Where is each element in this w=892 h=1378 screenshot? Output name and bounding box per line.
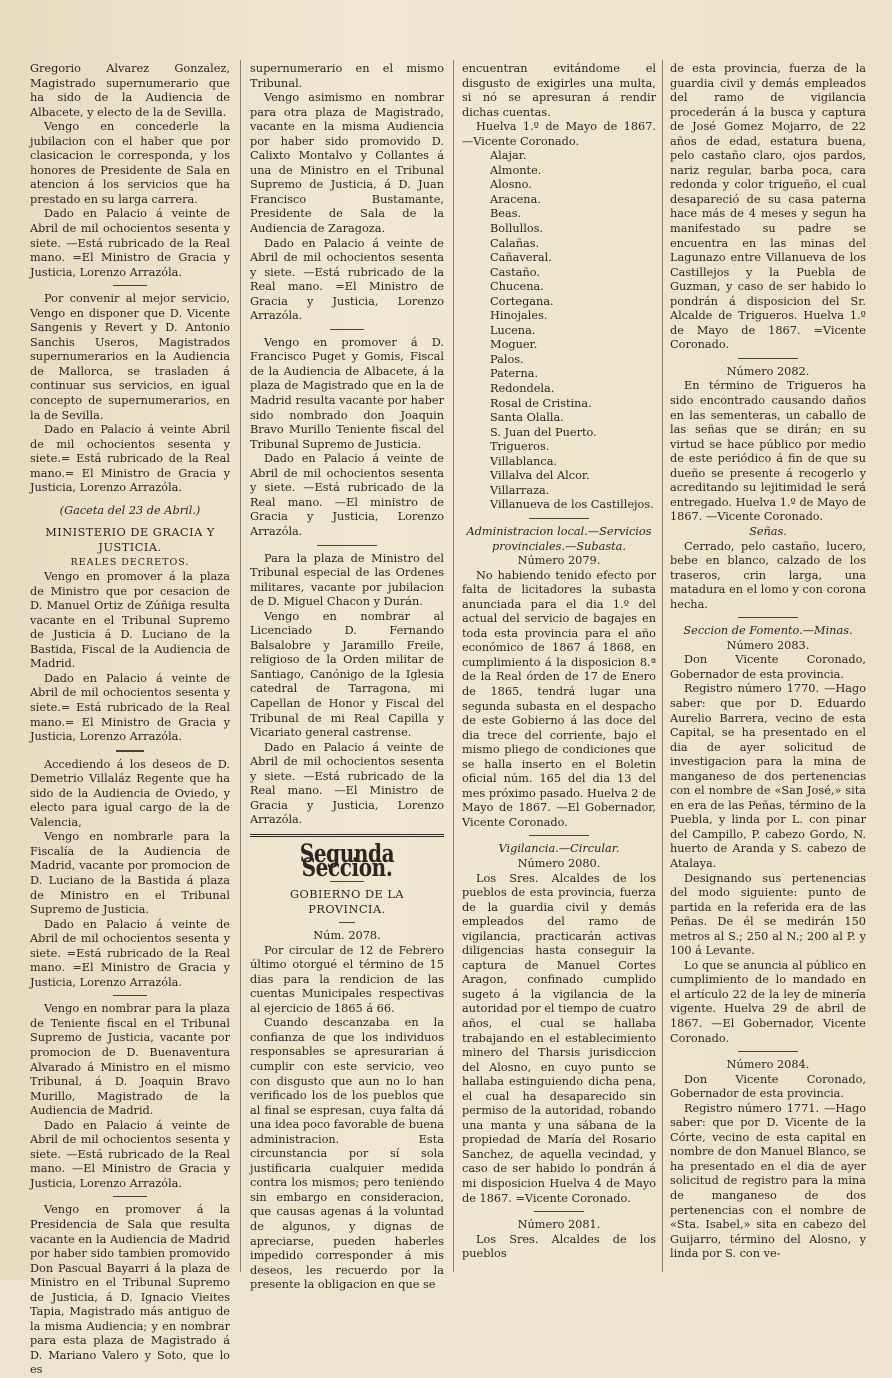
separator: [113, 995, 147, 996]
paragraph: encuentran evitándome el disgusto de exigirles una multa, si nó se apresuran á rendir dichas cuentas.: [462, 62, 656, 119]
paragraph: Los Sres. Alcaldes de los pueblos de esta provincia, fuerza de la guardia civil y demás empleados del ramo de vigilancia, practicarán activas diligencias hasta conseguir la captura de Manuel Cortes Aragon, confinado cumplido sugeto á la vigilancia de la autoridad por el tiempo de cuatro años, el cual se hallaba trabajando en el establecimiento minero del Tharsis jurisdiccion del Alosno, en cuyo punto se hallaba estinguiendo dicha pena, el cual ha desaparecido sin permiso de la autoridad, robando una manta y una sábana de la propiedad de María del Rosario Sanchez, de aquella vecindad, y caso de ser habido lo pondrán á mi disposicion Huelva 4 de Mayo de 1867. =Vicente Coronado.: [462, 871, 656, 1205]
list-item: Moguer.: [490, 338, 538, 352]
section-heading: Administracion local.—Servicios provinciales.—Subasta.: [466, 524, 652, 553]
sub-heading: Señas.: [749, 524, 787, 538]
column-4: [670, 62, 866, 1272]
separator: [116, 750, 144, 752]
separator: [738, 617, 798, 618]
paragraph: Dado en Palacio á veinte de Abril de mil ochocientos sesenta y siete. —Está rubricado de la Real mano. =El Ministro de Gracia y Justicia, Lorenzo Arrazóla.: [30, 207, 230, 279]
paragraph: Vengo en nombrarle para la Fiscalía de la Audiencia de Madrid, vacante por promocion de D. Luciano de la Bastida á plaza de Ministro en el Tribunal Supremo de Justicia.: [30, 830, 230, 917]
paragraph: Don Vicente Coronado, Gobernador de esta provincia.: [670, 1072, 866, 1101]
list-item: Alajar.: [490, 149, 527, 163]
list-item: Trigueros.: [490, 440, 550, 454]
paragraph: No habiendo tenido efecto por falta de licitadores la subasta anunciada para el dia 1.º del actual del servicio de bagajes en toda esta provincia para el año económico de 1867 á 1868, en cumplimiento á la disposicion 8.ª de la Real órden de 17 de Enero de 1865, tendrá lugar una segunda subasta en el despacho de este Gobierno á las doce del dia trece del corriente, bajo el mismo pliego de condiciones que se halla inserto en el Boletin oficial núm. 165 del dia 13 del mes próximo pasado. Huelva 2 de Mayo de 1867. —El Gobernador, Vicente Coronado.: [462, 568, 656, 829]
column-rule: [240, 60, 241, 1272]
paragraph: Registro número 1771. —Hago saber: que por D. Vicente de la Córte, vecino de esta capital en nombre de don Manuel Blanco, se ha presentado en el dia de ayer solicitud de registro para la mina de manganeso de dos pertenencias con el nombre de «Sta. Isabel,» sita en cabezo del Guijarro, término del Alosno, y linda por S. con ve-: [670, 1101, 866, 1261]
list-item: Rosal de Cristina.: [490, 396, 592, 410]
separator: [529, 835, 589, 836]
paragraph: Dado en Palacio á veinte de Abril de mil ochocientos sesenta y siete.= Está rubricado de la Real mano.= El Ministro de Gracia y Justicia, Lorenzo Arrazóla.: [30, 671, 230, 744]
list-item: Bollullos.: [490, 222, 544, 236]
separator: [738, 1051, 798, 1052]
paragraph: Vengo en promover á la Presidencia de Sala que resulta vacante en la Audiencia de Madrid por haber sido tambien promovido Don Pascual Bayarri á la plaza de Ministro en el Tribunal Supremo de Justicia, á D. Ignacio Vieites Tapia, Magistrado más antiguo de la misma Audiencia; y en nombrar para esta plaza de Magistrado á D. Mariano Valero y Soto, que lo es: [30, 1203, 230, 1377]
list-item: Santa Olalla.: [490, 411, 564, 425]
notice-number: Número 2081.: [517, 1218, 601, 1232]
notice-number: Número 2083.: [726, 638, 810, 652]
separator: [534, 1211, 584, 1212]
list-item: Castaño.: [490, 265, 540, 279]
paragraph: Dado en Palacio á veinte de Abril de mil ochocientos sesenta y siete. =Está rubricado de la Real mano. =El Ministro de Gracia y Justicia, Lorenzo Arrazóla.: [30, 917, 230, 989]
list-item: Almonte.: [490, 163, 542, 177]
column-1: [30, 62, 230, 1377]
list-item: Calañas.: [490, 236, 540, 250]
paragraph: Vengo en promover á D. Francisco Puget y Gomis, Fiscal de la Audiencia de Albacete, á la plaza de Magistrado que en la de Madrid resulta vacante por haber sido nombrado don Joaquin Bravo Murillo Teniente fiscal del Tribunal Supremo de Justicia.: [250, 335, 444, 451]
list-item: Villarraza.: [490, 483, 550, 497]
paragraph: Accediendo á los deseos de D. Demetrio Villaláz Regente que ha sido de la Audiencia de Oviedo, y electo para igual cargo de la de Valencia,: [30, 757, 230, 829]
list-item: S. Juan del Puerto.: [490, 425, 597, 439]
paragraph: Los Sres. Alcaldes de los pueblos: [462, 1232, 656, 1261]
paragraph: Dado en Palacio á veinte Abril de mil ochocientos sesenta y siete.= Está rubricado de la Real mano.= El Ministro de Gracia y Justicia, Lorenzo Arrazóla.: [30, 423, 230, 495]
section-heading: Vigilancia.—Circular.: [498, 842, 620, 856]
list-item: Cañaveral.: [490, 251, 552, 265]
section-heading: Seccion de Fomento.—Minas.: [683, 624, 853, 638]
paragraph: de esta provincia, fuerza de la guardia civil y demás empleados del ramo de vigilancia procederán á la busca y captura de José Gomez Mojarro, de 22 años de edad, estatura buena, pelo castaño claro, ojos pardos, nariz regular, barba poca, cara redonda y color trigueño, el cual desapareció de su casa paterna hace más de 4 meses y segun ha manifestado su padre se encuentra en las minas del Lagunazo entre Villanueva de los Castillejos y la Puebla de Guzman, y caso de ser habido lo pondrán á disposicion del Sr. Alcalde de Trigueros. Huelva 1.º de Mayo de 1867. =Vicente Coronado.: [670, 62, 866, 352]
paragraph: Para la plaza de Ministro del Tribunal especial de las Ordenes militares, vacante por jubilacion de D. Miguel Chacon y Durán.: [250, 551, 444, 609]
paragraph: Dado en Palacio á veinte de Abril de mil ochocientos sesenta y siete. —Está rubricado de la Real mano. —El ministro de Gracia y Justicia, Lorenzo Arrazóla.: [250, 452, 444, 538]
list-item: Villanueva de los Castillejos.: [490, 498, 654, 512]
paragraph: Huelva 1.º de Mayo de 1867. —Vicente Coronado.: [462, 120, 656, 148]
paragraph: Designando sus pertenencias del modo siguiente: punto de partida en la referida era de las Peñas. De él se medirán 150 metros al S.; 250 al N.; 200 al P. y 100 á Levante.: [670, 871, 866, 958]
list-item: Alosno.: [490, 178, 532, 192]
list-item: Villalva del Alcor.: [490, 469, 590, 483]
towns-list: [490, 149, 656, 513]
notice-number: Núm. 2078.: [313, 929, 381, 943]
paragraph: Cerrado, pelo castaño, lucero, bebe en blanco, calzado de los traseros, crin larga, una matadura en el lomo y con corona hecha.: [670, 539, 866, 611]
separator: [738, 358, 798, 359]
separator: [339, 922, 355, 923]
paragraph: Don Vicente Coronado, Gobernador de esta provincia.: [670, 653, 866, 681]
government-heading: GOBIERNO DE LA PROVINCIA.: [289, 887, 405, 916]
list-item: Villablanca.: [490, 454, 558, 468]
separator: [330, 329, 364, 330]
list-item: Lucena.: [490, 323, 536, 337]
separator: [113, 285, 147, 286]
column-2: [250, 62, 444, 1292]
paragraph: Gregorio Alvarez Gonzalez, Magistrado supernumerario que ha sido de la Audiencia de Albacete, y electo de la de Sevilla.: [30, 62, 230, 119]
paragraph: Por convenir al mejor servicio, Vengo en disponer que D. Vicente Sangenis y Revert y D. Antonio Sanchis Useros, Magistrados supernumerarios en la Audiencia de Mallorca, se trasladen á continuar sus servicios, en igual concepto de supernumerarios, en la de Sevilla.: [30, 292, 230, 422]
separator: [529, 518, 589, 519]
paragraph: En término de Trigueros ha sido encontrado causando daños en las sementeras, un caballo de las señas que se dirán; en su virtud se hace público por medio de este periódico á fin de que su dueño se presente á recogerlo y acreditando su lejitimidad le será entregado. Huelva 1.º de Mayo de 1867. —Vicente Coronado.: [670, 379, 866, 524]
list-item: Aracena.: [490, 192, 541, 206]
notice-number: Número 2084.: [726, 1058, 810, 1072]
paragraph: supernumerario en el mismo Tribunal.: [250, 62, 444, 90]
list-item: Chucena.: [490, 280, 544, 294]
paragraph: Vengo en promover á la plaza de Ministro que por cesacion de D. Manuel Ortiz de Zúñiga resulta vacante en el Tribunal Supremo de Justicia á D. Luciano de la Bastida, Fiscal de la Audiencia de Madrid.: [30, 570, 230, 671]
paragraph: Dado en Palacio á veinte de Abril de mil ochocientos sesenta y siete. —Está rubricado de la Real mano. —El Ministro de Gracia y Justicia, Lorenzo Arrazóla.: [30, 1118, 230, 1190]
list-item: Cortegana.: [490, 294, 554, 308]
gaceta-date: (Gaceta del 23 de Abril.): [59, 503, 201, 517]
list-item: Palos.: [490, 352, 524, 366]
paragraph: Vengo en nombrar para la plaza de Teniente fiscal en el Tribunal Supremo de Justicia, vacante por promocion de D. Buenaventura Alvarado á Ministro en el mismo Tribunal, á D. Joaquin Bravo Murillo, Magistrado de la Audiencia de Madrid.: [30, 1002, 230, 1118]
section-rule: [250, 834, 444, 837]
notice-number: Número 2080.: [517, 856, 601, 870]
separator: [113, 1196, 147, 1197]
paragraph: Vengo asimismo en nombrar para otra plaza de Magistrado, vacante en la misma Audiencia por haber sido promovido D. Calixto Montalvo y Collantes á una de Ministro en el Tribunal Supremo de Justicia, á D. Juan Francisco Bustamante, Presidente de Sala de la Audiencia de Zaragoza.: [250, 91, 444, 236]
paragraph: Registro número 1770. —Hago saber: que por D. Eduardo Aurelio Barrera, vecino de esta Capital, se ha presentado en el dia de ayer solicitud de investigacion para la mina de manganeso de dos pertenencias con el nombre de «San José,» sita en era de las Peñas, término de la Puebla, y linda por L. con pinar del Campillo, P. cabezo Gordo, N. huerto de Aranda y S. cabezo de Atalaya.: [670, 682, 866, 870]
notice-number: Número 2079.: [517, 554, 601, 568]
section-title: Segunda Seccion.: [299, 838, 395, 883]
list-item: Hinojales.: [490, 309, 548, 323]
paragraph: Por circular de 12 de Febrero último otorgué el término de 15 dias para la rendicion de las cuentas Municipales respectivas al ejercicio de 1865 á 66.: [250, 943, 444, 1015]
list-item: Beas.: [490, 207, 522, 221]
paragraph: Vengo en nombrar al Licenciado D. Fernando Balsalobre y Jaramillo Freile, religioso de la Orden militar de Santiago, Canónigo de la Iglesia catedral de Tarragona, mi Capellan de Honor y Fiscal del Tribunal de mi Real Capilla y Vicariato general castrense.: [250, 609, 444, 740]
notice-number: Número 2082.: [726, 364, 810, 378]
list-item: Redondela.: [490, 382, 555, 396]
paragraph: Cuando descanzaba en la confianza de que los individuos responsables se apresurarian á cumplir con este servicio, veo con disgusto que aun no lo han verificado los de los pueblos que al final se espresan, cuya falta dá una idea poco favorable de buena administracion. Esta circunstancia por sí sola justificaria cualquier medida contra los mismos; pero teniendo sin embargo en consideracion, que causas agenas á la voluntad de algunos, y dignas de apreciarse, pueden haberles impedido corresponder á mis deseos, les recuerdo por la presente la obligacion en que se: [250, 1016, 444, 1292]
separator: [317, 545, 377, 546]
list-item: Paterna.: [490, 367, 539, 381]
paragraph: Lo que se anuncia al público en cumplimiento de lo mandado en el artículo 22 de la ley de minería vigente. Huelva 29 de abril de 1867. —El Gobernador, Vicente Coronado.: [670, 958, 866, 1045]
column-rule: [662, 60, 663, 1272]
paragraph: Dado en Palacio á veinte de Abril de mil ochocientos sesenta y siete. —Está rubricado de la Real mano. —El Ministro de Gracia y Justicia, Lorenzo Arrazóla.: [250, 740, 444, 827]
paragraph: Vengo en concederle la jubilacion con el haber que por clasicacion le corresponda, y los honores de Presidente de Sala en atencion á los servicios que ha prestado en su larga carrera.: [30, 120, 230, 206]
column-rule: [453, 60, 454, 1272]
decrees-heading: REALES DECRETOS.: [70, 556, 190, 568]
ministry-heading: MINISTERIO DE GRACIA Y JUSTICIA.: [45, 526, 215, 554]
column-3: [462, 62, 656, 1272]
paragraph: Dado en Palacio á veinte de Abril de mil ochocientos sesenta y siete. —Está rubricado de la Real mano. =El Ministro de Gracia y Justicia, Lorenzo Arrazóla.: [250, 236, 444, 323]
